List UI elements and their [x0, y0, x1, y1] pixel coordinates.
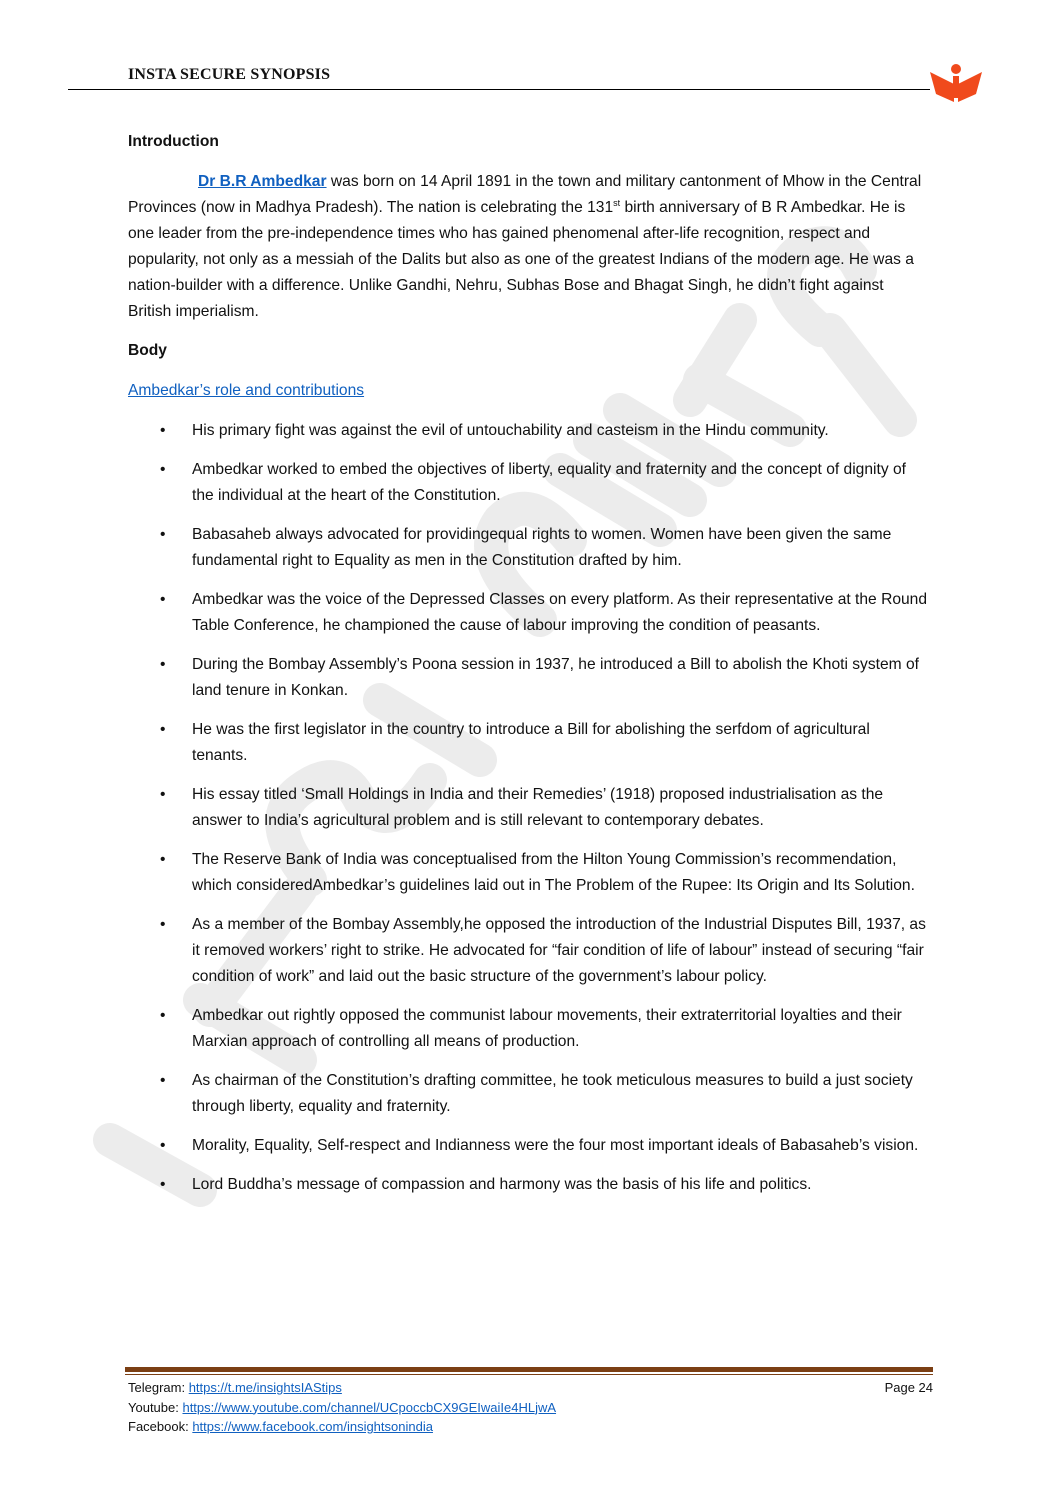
list-item-text: Ambedkar worked to embed the objectives of liberty, equality and fraternity and the concept of dignity of the individual at the heart of the Constitution.	[192, 461, 906, 504]
intro-text-cont: birth anniversary of B R Ambedkar. He is one leader from the pre-independence times who has gained phenomenal after-life recognition, respect and popularity, not only as a messiah of the Dalits but also as one of the greatest Indians of the modern age. He was a nation-builder with a difference. Unlike Gandhi, Nehru, Subhas Bose and Bhagat Singh, he didn’t fight against British imperialism.	[128, 199, 914, 320]
ordinal-suffix: st	[613, 197, 621, 208]
facebook-link[interactable]: https://www.facebook.com/insightsonindia	[192, 1419, 433, 1434]
list-item	[128, 912, 928, 990]
bullet-icon: •	[160, 1072, 166, 1089]
list-item-text: As a member of the Bombay Assembly,he opposed the introduction of the Industrial Disputes Bill, 1937, as it removed workers’ right to strike. He advocated for “fair condition of life of labour” instead of securing “fair condition of work” and laid out the basic structure of the government’s labour policy.	[192, 916, 926, 985]
list-item-text: As chairman of the Constitution’s drafting committee, he took meticulous measures to build a just society through liberty, equality and fraternity.	[192, 1072, 913, 1115]
intro-paragraph	[128, 169, 928, 325]
list-item-text: During the Bombay Assembly’s Poona session in 1937, he introduced a Bill to abolish the Khoti system of land tenure in Konkan.	[192, 656, 919, 699]
list-item-text: His essay titled ‘Small Holdings in India and their Remedies’ (1918) proposed industrialisation as the answer to India’s agricultural problem and is still relevant to contemporary debates.	[192, 786, 884, 829]
bullet-icon: •	[160, 461, 166, 478]
list-item	[128, 457, 928, 509]
bullet-icon: •	[160, 422, 166, 439]
list-item	[128, 782, 928, 834]
intro-text: was born on 14 April 1891 in the town and military cantonment of Mhow in the Central Provinces (now in Madhya Pradesh). The nation is celebrating the 131	[128, 173, 922, 216]
youtube-label: Youtube:	[128, 1399, 183, 1415]
list-item-text: The Reserve Bank of India was conceptualised from the Hilton Young Commission’s recommendation, which consideredAmbedkar’s guidelines laid out in The Problem of the Rupee: Its Origin and Its Solution.	[192, 851, 915, 894]
bullet-icon: •	[160, 721, 166, 738]
intro-heading: Introduction	[128, 133, 219, 150]
role-contributions-link[interactable]: Ambedkar’s role and contributions	[128, 382, 365, 399]
list-item	[128, 1068, 928, 1120]
list-item-text: Morality, Equality, Self-respect and Indianness were the four most important ideals of Babasaheb’s vision.	[192, 1137, 919, 1154]
telegram-label: Telegram:	[128, 1380, 189, 1395]
list-item-text: Ambedkar out rightly opposed the communist labour movements, their extraterritorial loyalties and their Marxian approach of controlling all means of production.	[192, 1007, 902, 1050]
bullet-icon: •	[160, 1176, 166, 1193]
footer-links	[128, 1378, 556, 1437]
page-footer	[125, 1367, 933, 1497]
bullet-icon: •	[160, 851, 166, 868]
list-item	[128, 522, 928, 574]
list-item	[128, 587, 928, 639]
youtube-link[interactable]: https://www.youtube.com/channel/UCpoccbCX9GEIwaiIe4HLjwA	[182, 1399, 557, 1415]
list-item	[128, 717, 928, 769]
page-number: Page 24	[884, 1380, 933, 1395]
list-item	[128, 1172, 928, 1198]
list-item-text: His primary fight was against the evil of untouchability and casteism in the Hindu community.	[192, 422, 829, 439]
list-item	[128, 847, 928, 899]
document-body	[128, 129, 928, 1367]
list-item	[128, 1133, 928, 1159]
bullet-icon: •	[160, 786, 166, 803]
list-item	[128, 1003, 928, 1055]
telegram-link[interactable]: https://t.me/insightsIAStips	[188, 1380, 342, 1395]
bullet-icon: •	[160, 1137, 166, 1154]
list-item-text: Ambedkar was the voice of the Depressed Classes on every platform. As their representative at the Round Table Conference, he championed the cause of labour improving the condition of peasants.	[192, 591, 928, 634]
bullet-icon: •	[160, 916, 166, 933]
bullet-icon: •	[160, 1007, 166, 1024]
bullet-icon: •	[160, 656, 166, 673]
ambedkar-link[interactable]: Dr B.R Ambedkar	[198, 173, 327, 190]
contributions-list	[128, 418, 928, 1198]
document-header-title: INSTA SECURE SYNOPSIS	[128, 66, 331, 83]
footer-divider-thin	[125, 1374, 933, 1375]
list-item-text: He was the first legislator in the country to introduce a Bill for abolishing the serfdom of agricultural tenants.	[192, 721, 870, 764]
list-item-text: Babasaheb always advocated for providingequal rights to women. Women have been given the same fundamental right to Equality as men in the Constitution drafted by him.	[192, 526, 892, 569]
facebook-label: Facebook:	[128, 1419, 193, 1434]
bullet-icon: •	[160, 591, 166, 608]
bullet-icon: •	[160, 526, 166, 543]
list-item-text: Lord Buddha’s message of compassion and harmony was the basis of his life and politics.	[192, 1176, 812, 1193]
footer-divider	[125, 1367, 933, 1372]
list-item	[128, 418, 928, 444]
list-item	[128, 652, 928, 704]
body-heading: Body	[128, 342, 167, 359]
